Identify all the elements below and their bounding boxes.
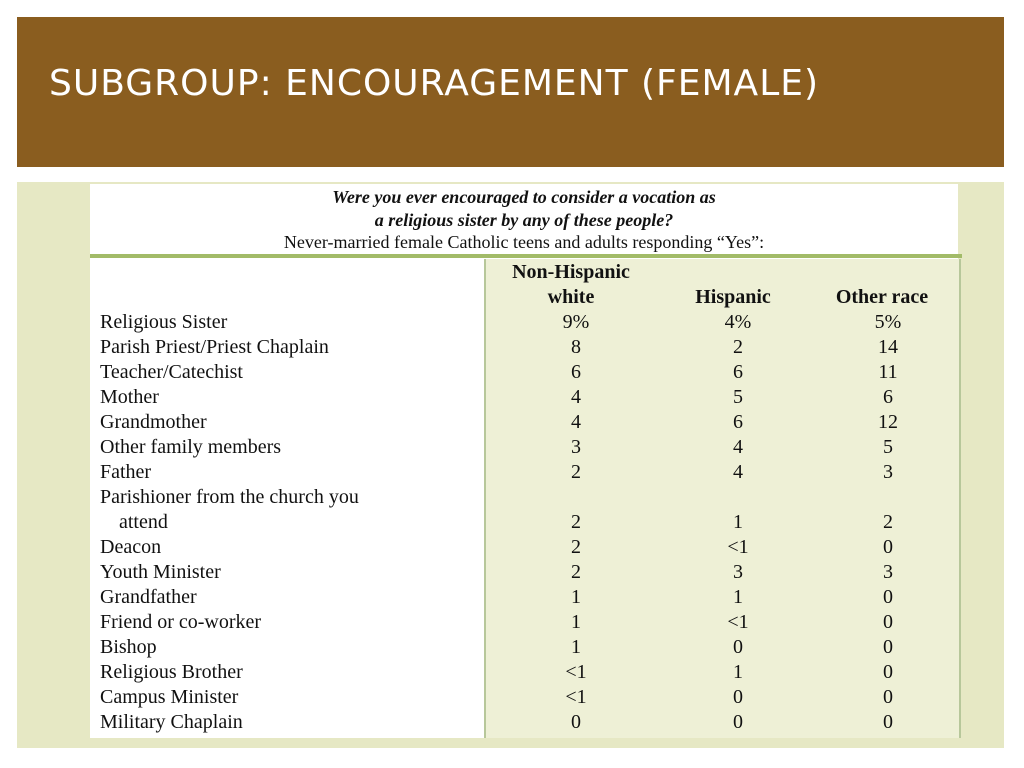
cell-hispanic: 5: [733, 386, 743, 408]
table-row: [90, 485, 958, 510]
cell-other-race: 0: [883, 661, 893, 683]
table-row: [90, 510, 958, 535]
cell-non-hispanic-white: <1: [565, 661, 587, 683]
cell-non-hispanic-white: 2: [571, 561, 581, 583]
cell-other-race: 3: [883, 461, 893, 483]
table-row: [90, 360, 958, 385]
header-rule: [90, 254, 962, 258]
row-label: Religious Sister: [100, 311, 228, 333]
row-label: Parish Priest/Priest Chaplain: [100, 336, 329, 358]
table-row: [90, 635, 958, 660]
table-row: [90, 560, 958, 585]
cell-non-hispanic-white: 1: [571, 636, 581, 658]
cell-other-race: 3: [883, 561, 893, 583]
row-label: Teacher/Catechist: [100, 361, 243, 383]
table-row: [90, 335, 958, 360]
cell-hispanic: 0: [733, 686, 743, 708]
cell-other-race: 12: [878, 411, 898, 433]
row-label: Grandmother: [100, 411, 207, 433]
cell-non-hispanic-white: 0: [571, 711, 581, 733]
cell-hispanic: 2: [733, 336, 743, 358]
cell-other-race: 0: [883, 686, 893, 708]
row-label: Parishioner from the church you: [100, 486, 359, 508]
cell-hispanic: 1: [733, 586, 743, 608]
cell-hispanic: <1: [727, 611, 749, 633]
row-label: Friend or co-worker: [100, 611, 262, 633]
cell-non-hispanic-white: 1: [571, 586, 581, 608]
cell-hispanic: 1: [733, 511, 743, 533]
row-label: Military Chaplain: [100, 711, 243, 733]
cell-hispanic: 3: [733, 561, 743, 583]
row-label: Youth Minister: [100, 561, 221, 583]
cell-non-hispanic-white: 2: [571, 536, 581, 558]
row-label-continuation: attend: [119, 511, 168, 533]
table-row: [90, 410, 958, 435]
table-row: [90, 435, 958, 460]
cell-hispanic: 6: [733, 411, 743, 433]
table-row: [90, 685, 958, 710]
table-row: [90, 660, 958, 685]
cell-other-race: 0: [883, 586, 893, 608]
cell-other-race: 0: [883, 611, 893, 633]
cell-non-hispanic-white: 4: [571, 411, 581, 433]
column-header-non-hispanic-line-2: white: [547, 286, 595, 308]
table-row: [90, 310, 958, 335]
cell-other-race: 0: [883, 636, 893, 658]
table-row: [90, 385, 958, 410]
table-row: [90, 585, 958, 610]
cell-hispanic: 0: [733, 636, 743, 658]
cell-hispanic: 4: [733, 461, 743, 483]
cell-non-hispanic-white: 1: [571, 611, 581, 633]
cell-non-hispanic-white: <1: [565, 686, 587, 708]
table-row: [90, 535, 958, 560]
cell-other-race: 5: [883, 436, 893, 458]
row-label: Bishop: [100, 636, 157, 658]
cell-hispanic: 6: [733, 361, 743, 383]
cell-hispanic: 4: [733, 436, 743, 458]
slide-title: SUBGROUP: ENCOURAGEMENT (FEMALE): [49, 63, 820, 104]
row-label: Other family members: [100, 436, 282, 458]
cell-non-hispanic-white: 4: [571, 386, 581, 408]
table-row: [90, 460, 958, 485]
column-header-non-hispanic-line-1: Non-Hispanic: [512, 261, 630, 283]
row-label: Mother: [100, 386, 159, 408]
table-row: [90, 610, 958, 635]
cell-non-hispanic-white: 9%: [562, 311, 590, 333]
cell-other-race: 14: [878, 336, 898, 358]
cell-hispanic: 1: [733, 661, 743, 683]
cell-non-hispanic-white: 3: [571, 436, 581, 458]
cell-other-race: 0: [883, 711, 893, 733]
cell-non-hispanic-white: 2: [571, 511, 581, 533]
table-question-line-2: a religious sister by any of these people?: [374, 210, 674, 230]
cell-hispanic: 0: [733, 711, 743, 733]
cell-hispanic: 4%: [724, 311, 752, 333]
cell-other-race: 0: [883, 536, 893, 558]
table-row: [90, 710, 958, 735]
cell-non-hispanic-white: 6: [571, 361, 581, 383]
cell-non-hispanic-white: 8: [571, 336, 581, 358]
row-label: Campus Minister: [100, 686, 239, 708]
cell-other-race: 2: [883, 511, 893, 533]
row-label: Grandfather: [100, 586, 197, 608]
row-label: Deacon: [100, 536, 162, 558]
column-header-other-race: Other race: [835, 286, 929, 308]
row-label: Father: [100, 461, 152, 483]
cell-other-race: 6: [883, 386, 893, 408]
column-header-hispanic: Hispanic: [695, 286, 771, 308]
row-label: Religious Brother: [100, 661, 243, 683]
cell-other-race: 5%: [874, 311, 902, 333]
cell-hispanic: <1: [727, 536, 749, 558]
cell-non-hispanic-white: 2: [571, 461, 581, 483]
cell-other-race: 11: [878, 361, 898, 383]
table-subtitle: Never-married female Catholic teens and adults responding “Yes”:: [283, 232, 765, 252]
table-question-line-1: Were you ever encouraged to consider a vocation as: [332, 187, 716, 207]
